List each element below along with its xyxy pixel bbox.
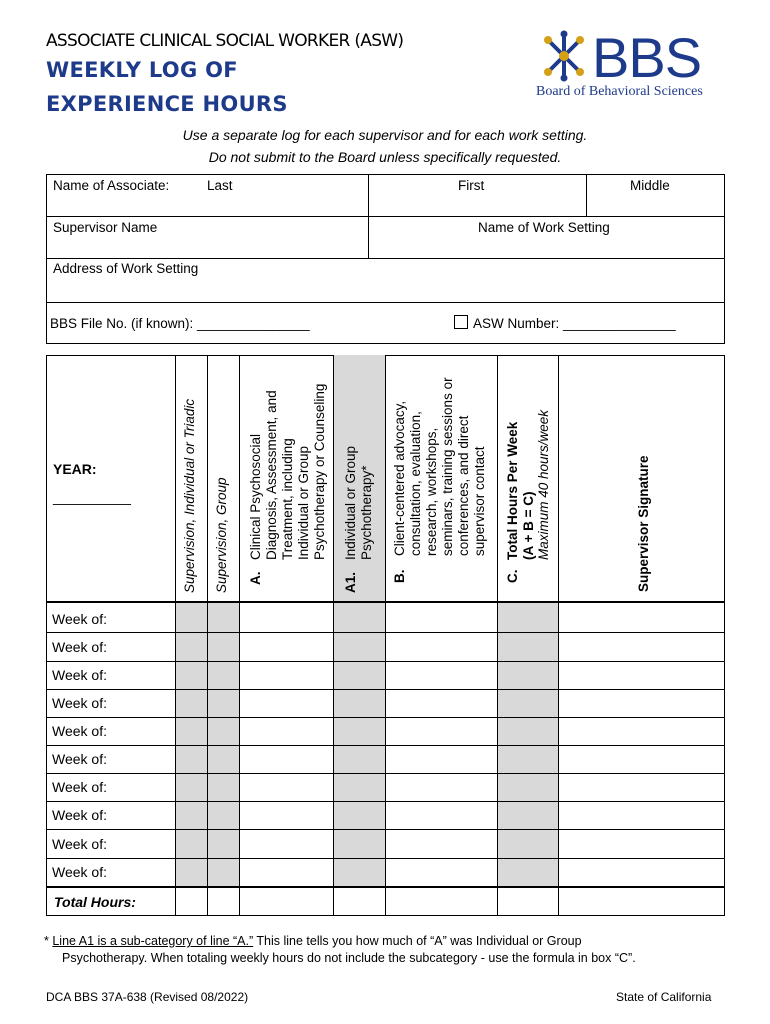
year-field[interactable]: __________	[53, 489, 131, 505]
week-row-label: Week of:	[52, 864, 107, 880]
row-divider	[46, 601, 725, 603]
week-row-label: Week of:	[52, 667, 107, 683]
asw-number-field[interactable]: ASW Number: _______________	[473, 316, 676, 331]
column-divider	[385, 355, 386, 916]
column-header-b-line-5: conferences, and direct	[456, 415, 471, 556]
footnote-line-1: * Line A1 is a sub-category of line “A.” This line tells you how much of “A” was Individual or Group	[44, 934, 582, 948]
name-of-associate-label: Name of Associate:	[53, 178, 170, 193]
row-divider	[46, 689, 725, 690]
total-hours-label: Total Hours:	[54, 894, 136, 910]
week-row-label: Week of:	[52, 751, 107, 767]
bbs-logo-text: BBS	[592, 26, 702, 89]
work-setting-name-field[interactable]: Name of Work Setting	[478, 220, 610, 235]
week-row-label: Week of:	[52, 807, 107, 823]
column-divider	[333, 355, 334, 916]
week-row-label: Week of:	[52, 639, 107, 655]
week-row-label: Week of:	[52, 695, 107, 711]
bbs-logo-icon	[538, 30, 590, 82]
row-divider	[46, 801, 725, 802]
column-header-b-line-1: Client-centered advocacy,	[392, 400, 407, 556]
column-header-c-line-1: Total Hours Per Week	[505, 421, 520, 560]
footnote-underlined: Line A1 is a sub-category of line “A.”	[52, 934, 254, 948]
column-header-a-line-1: Clinical Psychosocial	[248, 433, 263, 560]
shaded-cells-a1	[333, 355, 385, 887]
column-header-a-letter: A.	[248, 571, 263, 585]
supervisor-name-field[interactable]: Supervisor Name	[53, 220, 158, 235]
last-name-field[interactable]: Last	[207, 178, 233, 193]
week-row-label: Week of:	[52, 611, 107, 627]
divider	[368, 174, 369, 258]
year-label: YEAR:	[53, 461, 97, 477]
column-header-supervision-group: Supervision, Group	[214, 477, 229, 593]
column-header-a1-line-1: Individual or Group	[343, 445, 358, 560]
shaded-cells-total	[497, 601, 558, 887]
footnote-line-2: Psychotherapy. When totaling weekly hours do not include the subcategory - use the formula in box “C”.	[62, 951, 636, 965]
column-header-a-line-3: Treatment, including	[280, 438, 295, 560]
first-name-field[interactable]: First	[458, 178, 485, 193]
column-header-a-line-4: Individual or Group	[296, 445, 311, 560]
form-subtitle: ASSOCIATE CLINICAL SOCIAL WORKER (ASW)	[46, 31, 404, 51]
column-header-b-line-4: seminars, training sessions or	[440, 377, 455, 556]
column-header-a1-letter: A1.	[343, 571, 358, 593]
column-header-c-letter: C.	[505, 569, 520, 583]
column-header-b-line-2: consultation, evaluation,	[408, 411, 423, 556]
column-header-b-letter: B.	[392, 569, 407, 583]
column-divider	[558, 355, 559, 916]
asw-checkbox[interactable]	[454, 315, 468, 329]
column-header-b-line-3: research, workshops,	[424, 427, 439, 556]
column-divider	[239, 355, 240, 916]
form-id: DCA BBS 37A-638 (Revised 08/2022)	[46, 990, 249, 1004]
work-setting-address-field[interactable]: Address of Work Setting	[53, 261, 199, 276]
row-divider	[46, 745, 725, 746]
middle-name-field[interactable]: Middle	[630, 178, 670, 193]
week-row-label: Week of:	[52, 723, 107, 739]
row-divider	[46, 717, 725, 718]
week-row-label: Week of:	[52, 779, 107, 795]
form-title-line1: WEEKLY LOG OF	[46, 58, 238, 82]
instruction-line-2: Do not submit to the Board unless specifically requested.	[208, 149, 562, 165]
column-divider	[175, 355, 176, 916]
column-header-c-line-2: (A + B = C)	[521, 491, 536, 560]
divider	[46, 216, 725, 217]
divider	[586, 174, 587, 216]
row-divider	[46, 661, 725, 662]
bbs-logo-subtitle: Board of Behavioral Sciences	[536, 84, 703, 99]
row-divider	[46, 829, 725, 830]
divider	[46, 302, 725, 303]
state-label: State of California	[616, 990, 712, 1004]
footnote-rest: This line tells you how much of “A” was Individual or Group	[253, 934, 582, 948]
instruction-line-1: Use a separate log for each supervisor and for each work setting.	[182, 127, 588, 143]
row-divider	[46, 858, 725, 859]
bbs-file-number-field[interactable]: BBS File No. (if known): _______________	[50, 316, 310, 331]
column-header-a-line-5: Psychotherapy or Counseling	[312, 383, 327, 560]
column-header-supervisor-signature: Supervisor Signature	[636, 455, 651, 592]
row-divider	[46, 773, 725, 774]
divider	[46, 258, 725, 259]
column-header-b-line-6: supervisor contact	[472, 446, 487, 556]
week-row-label: Week of:	[52, 836, 107, 852]
column-header-c-line-3: Maximum 40 hours/week	[536, 409, 551, 560]
row-divider	[46, 886, 725, 888]
form-title-line2: EXPERIENCE HOURS	[46, 92, 288, 116]
column-divider	[207, 355, 208, 916]
column-header-a-line-2: Diagnosis, Assessment, and	[264, 390, 279, 560]
column-header-supervision-individual: Supervision, Individual or Triadic	[182, 398, 197, 593]
column-divider	[497, 355, 498, 916]
row-divider	[46, 632, 725, 633]
column-header-a1-line-2: Psychotherapy*	[359, 465, 374, 560]
